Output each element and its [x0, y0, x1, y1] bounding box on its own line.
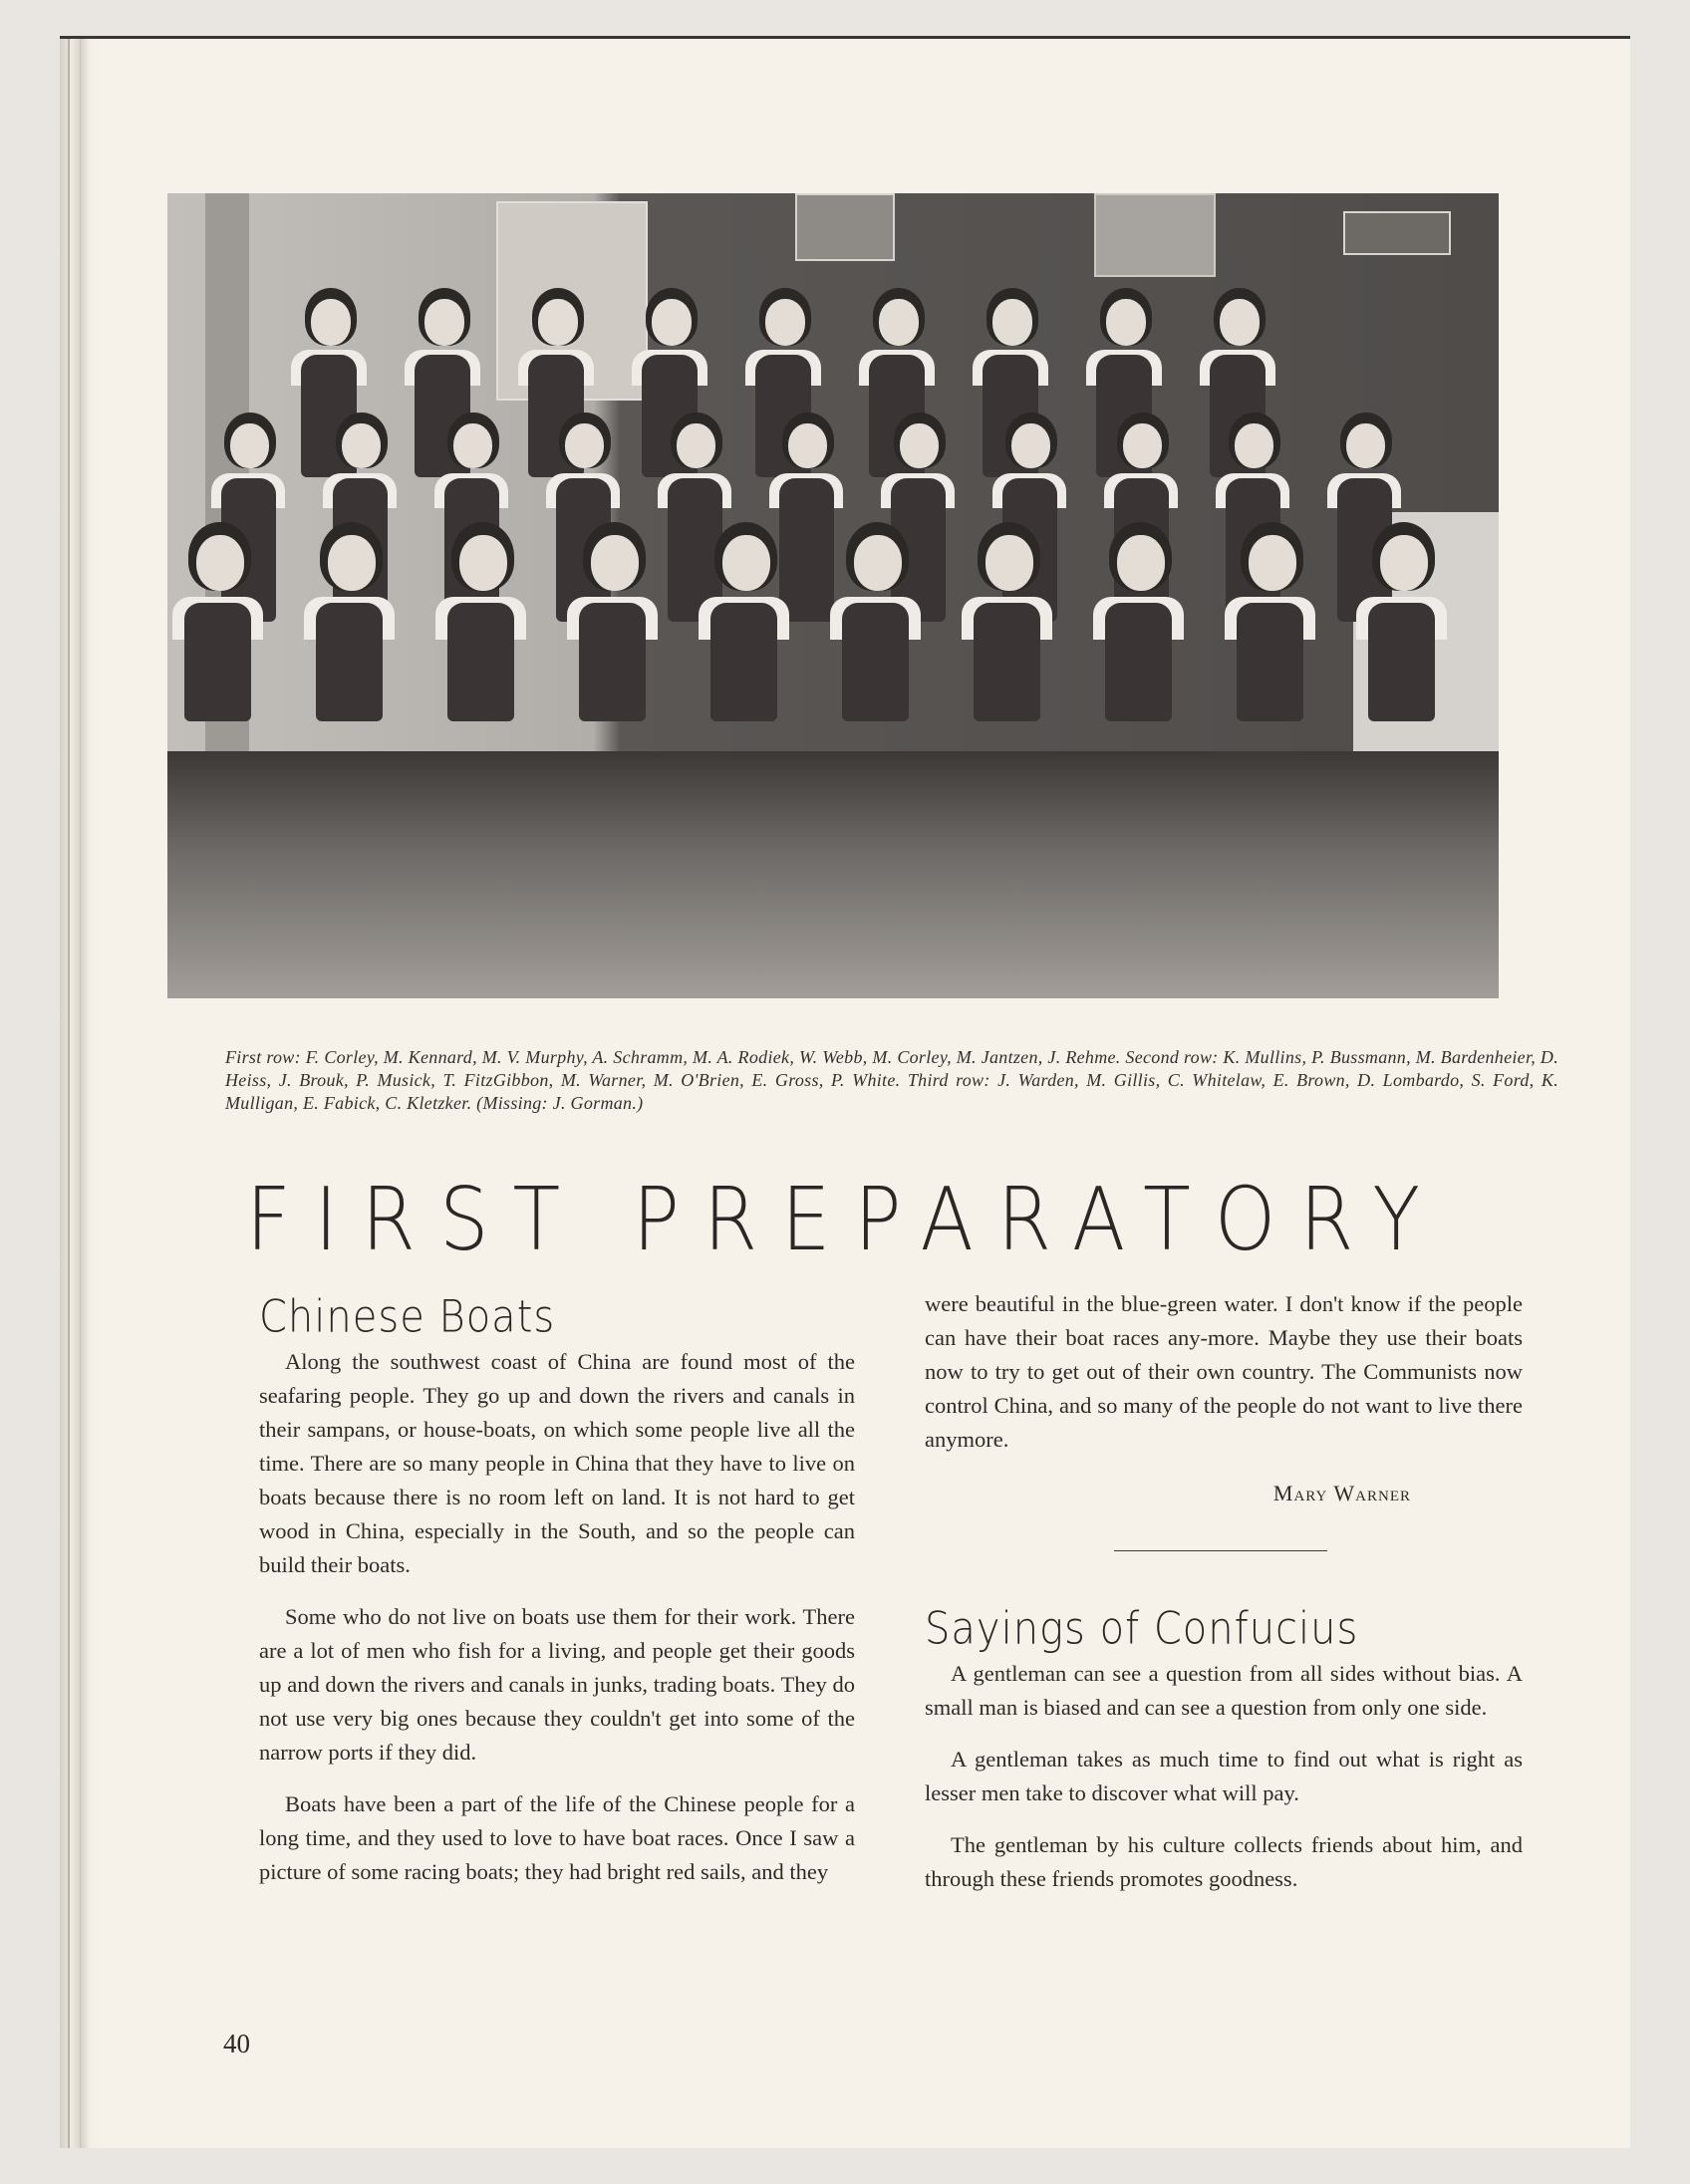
page-number: 40	[223, 2029, 250, 2058]
photo-caption: First row: F. Corley, M. Kennard, M. V. Murphy, A. Schramm, M. A. Rodiek, W. Webb, M. Corley, M. Jantzen, J. Rehme. Second row: K. Mullins, P. Bussmann, M. Bardenheier, D. Heiss, J. Brouk, P. Musick, T. FitzGibbon, M. Warner, M. O'Brien, E. Gross, P. White. Third row: J. Warden, M. Gillis, C. Whitelaw, E. Brown, D. Lombardo, S. Ford, K. Mulligan, E. Fabick, C. Kletzker. (Missing: J. Gorman.)	[225, 1047, 1558, 1113]
wall-picture	[1343, 211, 1451, 255]
student-figure	[957, 522, 1072, 721]
paragraph: A gentleman can see a question from all sides without bias. A small man is biased and can see a question from only one side.	[925, 1661, 1523, 1720]
student-figure	[694, 522, 809, 721]
wall-picture	[1094, 193, 1216, 277]
left-column	[259, 1289, 855, 1907]
paragraph: Some who do not live on boats use them for their work. There are a lot of men who fish for a living, and people get their goods up and down the rivers and canals in junks, trading boats. They do not use very big ones because they couldn't get into some of the narrow ports if they did.	[259, 1604, 855, 1765]
paragraph: Along the southwest coast of China are found most of the seafaring people. They go up and down the rivers and canals in their sampans, or house-boats, on which some people live all the time. There are so many people in China that they have to live on boats because there is no room left on land. It is not hard to get wood in China, especially in the South, and so the people can build their boats.	[259, 1349, 855, 1577]
student-figure	[1220, 522, 1335, 721]
book-binding	[60, 39, 100, 2148]
student-figure	[825, 522, 941, 721]
article-heading: Chinese Boats	[259, 1291, 556, 1343]
article-heading: Sayings of Confucius	[925, 1603, 1359, 1655]
right-column	[925, 1287, 1523, 1914]
page-title: FIRST PREPARATORY	[245, 1170, 1445, 1271]
class-photo	[167, 193, 1499, 998]
student-figure	[1088, 522, 1204, 721]
student-figure	[562, 522, 678, 721]
paragraph: The gentleman by his culture collects friends about him, and through these friends promotes goodness.	[925, 1832, 1523, 1891]
author-byline: Mary Warner	[1272, 1481, 1411, 1505]
paragraph: were beautiful in the blue-green water. I don't know if the people can have their boat races any-more. Maybe they use their boats now to try to get out of their own country. The Communists now control China, and so many of the people do not want to live there anymore.	[925, 1291, 1523, 1452]
section-divider	[1114, 1550, 1327, 1551]
student-figure	[299, 522, 415, 721]
student-figure	[167, 522, 283, 721]
student-figure	[430, 522, 546, 721]
wall-picture	[795, 193, 895, 261]
paragraph: A gentleman takes as much time to find out what is right as lesser men take to discover what will pay.	[925, 1747, 1523, 1805]
student-figure	[1351, 522, 1467, 721]
paragraph: Boats have been a part of the life of the Chinese people for a long time, and they used to love to have boat races. Once I saw a picture of some racing boats; they had bright red sails, and they	[259, 1791, 855, 1884]
